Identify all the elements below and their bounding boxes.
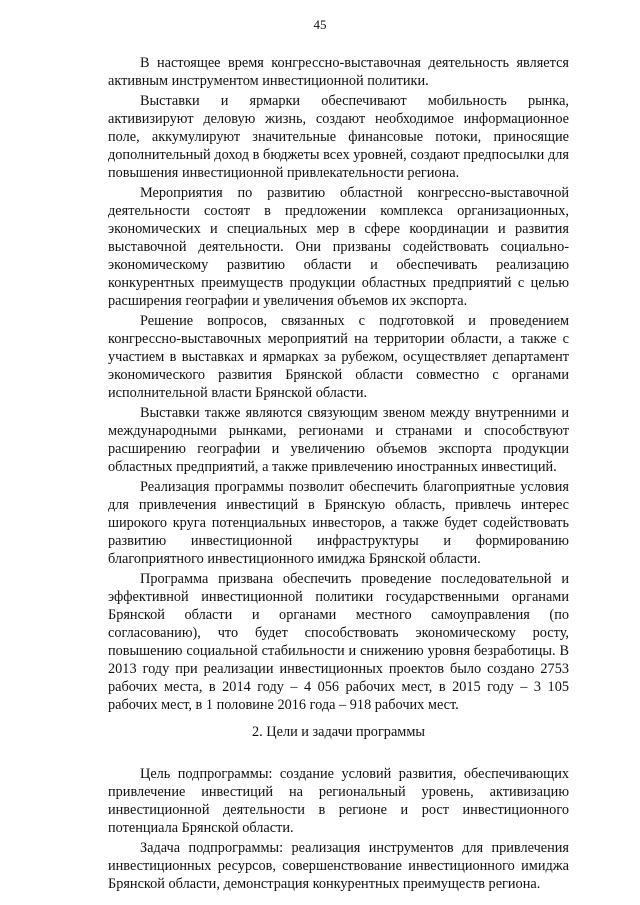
paragraph-subprogram-goal: Цель подпрограммы: создание условий развития, обеспечивающих привлечение инвестиций на региональный уровень, активизацию инвестиционной деятельности в регионе и рост инвестиционного потенциала Брянской области.	[108, 766, 569, 836]
paragraph-program-purpose: Программа призвана обеспечить проведение последовательной и эффективной инвестиционной политики государственными органами Брянской области и органами местного самоуправления (по согласованию), что будет способствовать экономическому росту, повышению социальной стабильности и снижению уровня безработицы. В 2013 году при реализации инвестиционных проектов было создано 2753 рабочих места, в 2014 году – 4 056 рабочих мест, в 2015 году – 3 105 рабочих мест, в 1 половине 2016 года – 918 рабочих мест.	[108, 571, 569, 713]
paragraph-exhibitions-link: Выставки также являются связующим звеном между внутренними и международными рынками, регионами и странами и способствуют расширению географии и увеличению объемов экспорта продукции областных предприятий, а также привлечению иностранных инвестиций.	[108, 405, 569, 475]
paragraph-exhibitions-mobility: Выставки и ярмарки обеспечивают мобильность рынка, активизируют деловую жизнь, создают необходимое информационное поле, аккумулируют значительные финансовые потоки, приносящие дополнительный доход в бюджеты всех уровней, создают предпосылки для повышения инвестиционной привлекательности региона.	[108, 93, 569, 181]
paragraph-congress-exhibition-role: В настоящее время конгрессно-выставочная деятельность является активным инструментом инвестиционной политики.	[108, 55, 569, 89]
section-heading-goals: 2. Цели и задачи программы	[251, 724, 425, 740]
document-body	[108, 54, 569, 893]
paragraph-development-measures: Мероприятия по развитию областной конгрессно-выставочной деятельности состоят в предложении комплекса организационных, экономических и специальных мер в сфере координации и развития выставочной деятельности. Они призваны содействовать социально-экономическому развитию области и обеспечивать реализацию конкурентных преимуществ продукции областных предприятий с целью расширения географии и увеличения объемов их экспорта.	[108, 185, 569, 309]
paragraph-program-conditions: Реализация программы позволит обеспечить благоприятные условия для привлечения инвестиций в Брянскую область, привлечь интерес широкого круга потенциальных инвесторов, а также будет содействовать развитию инвестиционной инфраструктуры и формированию благоприятного инвестиционного имиджа Брянской области.	[108, 479, 569, 567]
paragraph-subprogram-task: Задача подпрограммы: реализация инструментов для привлечения инвестиционных ресурсов, совершенствование инвестиционного имиджа Брянской области, демонстрация конкурентных преимуществ региона.	[108, 840, 569, 892]
paragraph-department-responsibility: Решение вопросов, связанных с подготовкой и проведением конгрессно-выставочных мероприятий на территории области, а также с участием в выставках и ярмарках за рубежом, осуществляет департамент экономического развития Брянской области совместно с органами исполнительной власти Брянской области.	[108, 313, 569, 401]
page-number: 45	[313, 17, 327, 32]
